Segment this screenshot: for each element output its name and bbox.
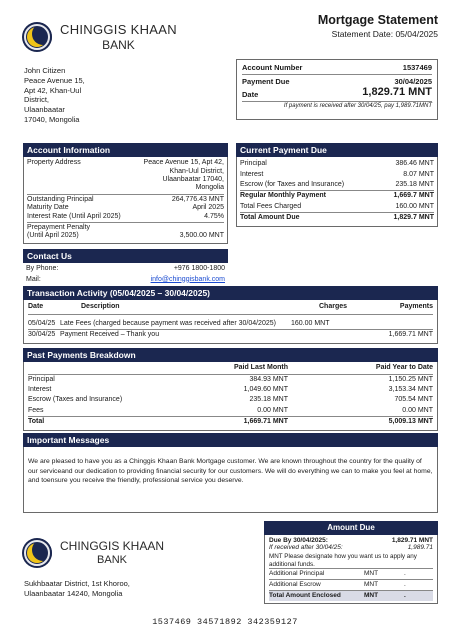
account-number-value: 1537469	[402, 63, 432, 72]
bank-name-line2: BANK	[102, 37, 135, 52]
bank-address	[24, 579, 130, 599]
due-by-label: Due By 30/04/2025:	[269, 536, 328, 544]
transaction-row	[28, 330, 433, 340]
current-payment-label: Regular Monthly Payment	[240, 192, 326, 200]
prepayment-penalty-value: 3,500.00 MNT	[179, 232, 224, 240]
account-information-header: Account Information	[23, 143, 228, 157]
current-payment-label: Interest	[240, 170, 264, 178]
amount-due-coupon	[264, 521, 438, 604]
prepayment-penalty-label: Prepayment Penalty	[27, 223, 91, 231]
important-messages-header: Important Messages	[23, 433, 438, 447]
due-by-value: 1,829.71 MNT	[391, 536, 433, 544]
paid-last-month-value: 1,669.71 MNT	[243, 418, 288, 426]
interest-rate-label: Interest Rate (Until April 2025)	[27, 212, 121, 220]
customer-address-line: District,	[24, 95, 49, 105]
transaction-rows	[28, 315, 433, 341]
bank-name-line1: CHINGGIS KHAAN	[60, 22, 177, 37]
payment-codeline: 1537469 34571892 342359127	[152, 617, 298, 627]
paid-year-to-date-value: 705.54 MNT	[394, 396, 433, 404]
paid-last-month-value: 1,049.60 MNT	[243, 385, 288, 393]
past-payments-row	[28, 385, 433, 395]
customer-address-line: Apt 42, Khan-Uul	[24, 85, 82, 95]
important-messages-section	[23, 433, 438, 513]
current-payment-label: Total Fees Charged	[240, 202, 302, 210]
paid-year-to-date-value: 0.00 MNT	[402, 406, 433, 414]
current-payment-label: Escrow (for Taxes and Insurance)	[240, 180, 345, 188]
paid-last-month-value: 384.93 MNT	[249, 375, 288, 383]
current-payment-value: 8.07 MNT	[403, 170, 434, 178]
bank-name-line1: CHINGGIS KHAAN	[60, 539, 165, 554]
statement-date: Statement Date: 05/04/2025	[331, 29, 438, 39]
coupon-row-label: Total Amount Enclosed	[269, 591, 341, 599]
property-address-line: Khan-Uul District,	[169, 167, 224, 175]
page-title: Mortgage Statement	[317, 13, 438, 27]
current-payment-row	[240, 202, 434, 213]
current-payment-row	[240, 170, 434, 180]
coupon-row-label: Additional Principal	[269, 570, 325, 578]
maturity-date-label: Maturity Date	[27, 204, 69, 212]
phone-number[interactable]: +976 1800-1800	[173, 265, 225, 273]
transaction-charges: 160.00 MNT	[291, 319, 330, 327]
date-label: Date	[242, 90, 259, 100]
coupon-row-mark: .	[404, 591, 406, 599]
transaction-row	[28, 319, 433, 330]
phone-label: By Phone:	[26, 265, 59, 273]
interest-rate-value: 4.75%	[204, 212, 224, 220]
current-payment-section	[236, 143, 438, 227]
past-payments-row	[28, 395, 433, 405]
contact-header: Contact Us	[23, 249, 228, 263]
amount-due-header: Amount Due	[264, 521, 438, 535]
past-payments-section	[23, 348, 438, 431]
paid-last-month-value: 0.00 MNT	[257, 406, 288, 414]
current-payment-row	[240, 180, 434, 191]
paid-year-to-date-value: 1,150.25 MNT	[388, 375, 433, 383]
coupon-row-mark: .	[404, 581, 406, 589]
coupon-row-unit: MNT	[364, 570, 379, 578]
transaction-payments: 1,669.71 MNT	[388, 330, 433, 338]
coupon-row[interactable]	[269, 568, 433, 579]
current-payment-row	[240, 213, 434, 223]
past-payments-columns	[28, 364, 433, 374]
transaction-description: Late Fees (charged because payment was received after 30/04/2025)	[60, 319, 276, 327]
account-information-section	[23, 143, 228, 244]
current-payment-label: Total Amount Due	[240, 214, 300, 222]
bank-address-line: Sukhbaatar District, 1st Khoroo,	[24, 579, 130, 588]
coupon-row-label: Additional Escrow	[269, 581, 321, 589]
column-date: Date	[28, 303, 44, 311]
coupon-row[interactable]	[269, 579, 433, 590]
current-payment-value: 386.46 MNT	[395, 160, 434, 168]
column-paid-last-month: Paid Last Month	[233, 364, 288, 372]
transaction-activity-header: Transaction Activity (05/04/2025 – 30/04/2025)	[23, 286, 438, 300]
transaction-description: Payment Received – Thank you	[60, 330, 160, 338]
past-payments-label: Principal	[28, 375, 55, 383]
transaction-table-header	[28, 303, 433, 314]
transaction-charges	[291, 331, 346, 339]
payment-due-label: Payment Due	[242, 77, 290, 86]
contact-section	[23, 249, 228, 286]
outstanding-principal-value: 264,776.43 MNT	[171, 195, 224, 203]
late-value: 1,989.71	[407, 544, 433, 552]
outstanding-principal-label: Outstanding Principal	[27, 195, 94, 203]
past-payments-row	[28, 417, 433, 427]
bank-logo-icon	[22, 538, 52, 568]
current-payment-value: 235.18 MNT	[395, 180, 434, 188]
past-payments-label: Interest	[28, 385, 52, 393]
column-paid-year-to-date: Paid Year to Date	[375, 364, 433, 372]
coupon-rows	[269, 568, 433, 600]
past-payments-label: Escrow (Taxes and Insurance)	[28, 396, 123, 404]
property-address-line: Peace Avenue 15, Apt 42,	[143, 159, 224, 167]
current-payment-label: Principal	[240, 160, 267, 168]
past-payments-header: Past Payments Breakdown	[23, 348, 438, 362]
paid-year-to-date-value: 5,009.13 MNT	[388, 418, 433, 426]
past-payments-label: Total	[28, 418, 45, 426]
current-payment-row	[240, 191, 434, 201]
past-payments-rows	[28, 375, 433, 428]
account-number-label: Account Number	[242, 63, 303, 72]
transaction-payments	[346, 320, 433, 328]
coupon-row-unit: MNT	[364, 581, 379, 589]
bank-address-line: Ulaanbaatar 14240, Mongolia	[24, 589, 123, 599]
prepayment-penalty-until: (Until April 2025)	[27, 232, 79, 240]
coupon-instruction: MNT Please designate how you want us to apply any additional funds.	[269, 553, 417, 568]
column-description: Description	[81, 303, 120, 311]
transaction-activity-section	[23, 286, 438, 344]
current-payment-value: 1,669.7 MNT	[393, 192, 434, 200]
coupon-row-unit: MNT	[364, 591, 379, 599]
customer-name: John Citizen	[24, 66, 66, 75]
paid-last-month-value: 235.18 MNT	[249, 396, 288, 404]
late-payment-note: If payment is received after 30/04/25, pay 1,989.71MNT	[283, 103, 432, 110]
coupon-row-mark: .	[404, 570, 406, 578]
current-payment-value: 1,829.7 MNT	[393, 214, 434, 222]
bank-name-line2: BANK	[97, 553, 127, 566]
mail-label: Mail:	[26, 275, 41, 283]
column-charges: Charges	[319, 303, 348, 311]
customer-address	[24, 66, 85, 125]
transaction-date: 30/04/25	[28, 330, 56, 338]
payment-due-value: 30/04/2025	[394, 77, 432, 86]
late-label: If received after 30/04/25:	[269, 544, 343, 552]
property-address-line: Mongolia	[195, 184, 224, 192]
current-payment-row	[240, 159, 434, 169]
amount-due-value: 1,829.71 MNT	[362, 86, 432, 98]
current-payment-value: 160.00 MNT	[395, 202, 434, 210]
maturity-date-value: April 2025	[192, 204, 224, 212]
customer-address-line: 17040, Mongolia	[24, 114, 80, 124]
past-payments-row	[28, 375, 433, 385]
coupon-row[interactable]	[269, 590, 433, 601]
current-payment-header: Current Payment Due	[236, 143, 438, 157]
customer-address-line: Ulaanbaatar	[24, 105, 65, 114]
paid-year-to-date-value: 3,153.34 MNT	[388, 385, 433, 393]
past-payments-row	[28, 406, 433, 417]
important-messages-text: We are pleased to have you as a Chinggis Khaan Bank Mortgage customer. We are known throughout the country for the quality of our serviceand our dedication to providing financial security for our customers. We will do everything we can to make you feel at home, and toensure you receive the friendly, professional service you deserve.	[23, 447, 438, 513]
customer-address-line: Peace Avenue 15,	[24, 75, 85, 85]
transaction-date: 05/04/25	[28, 319, 56, 327]
payment-summary-box	[236, 59, 438, 120]
property-address-label: Property Address	[27, 159, 81, 167]
property-address-line: Ulaanbaatar 17040,	[162, 175, 224, 183]
past-payments-label: Fees	[28, 406, 44, 414]
email-link[interactable]: info@chinggisbank.com	[150, 275, 225, 283]
bank-logo-icon	[22, 22, 52, 52]
current-payment-rows	[236, 157, 438, 226]
column-payments: Payments	[399, 303, 433, 311]
bank-logo-footer	[22, 538, 164, 568]
bank-logo	[22, 22, 177, 52]
